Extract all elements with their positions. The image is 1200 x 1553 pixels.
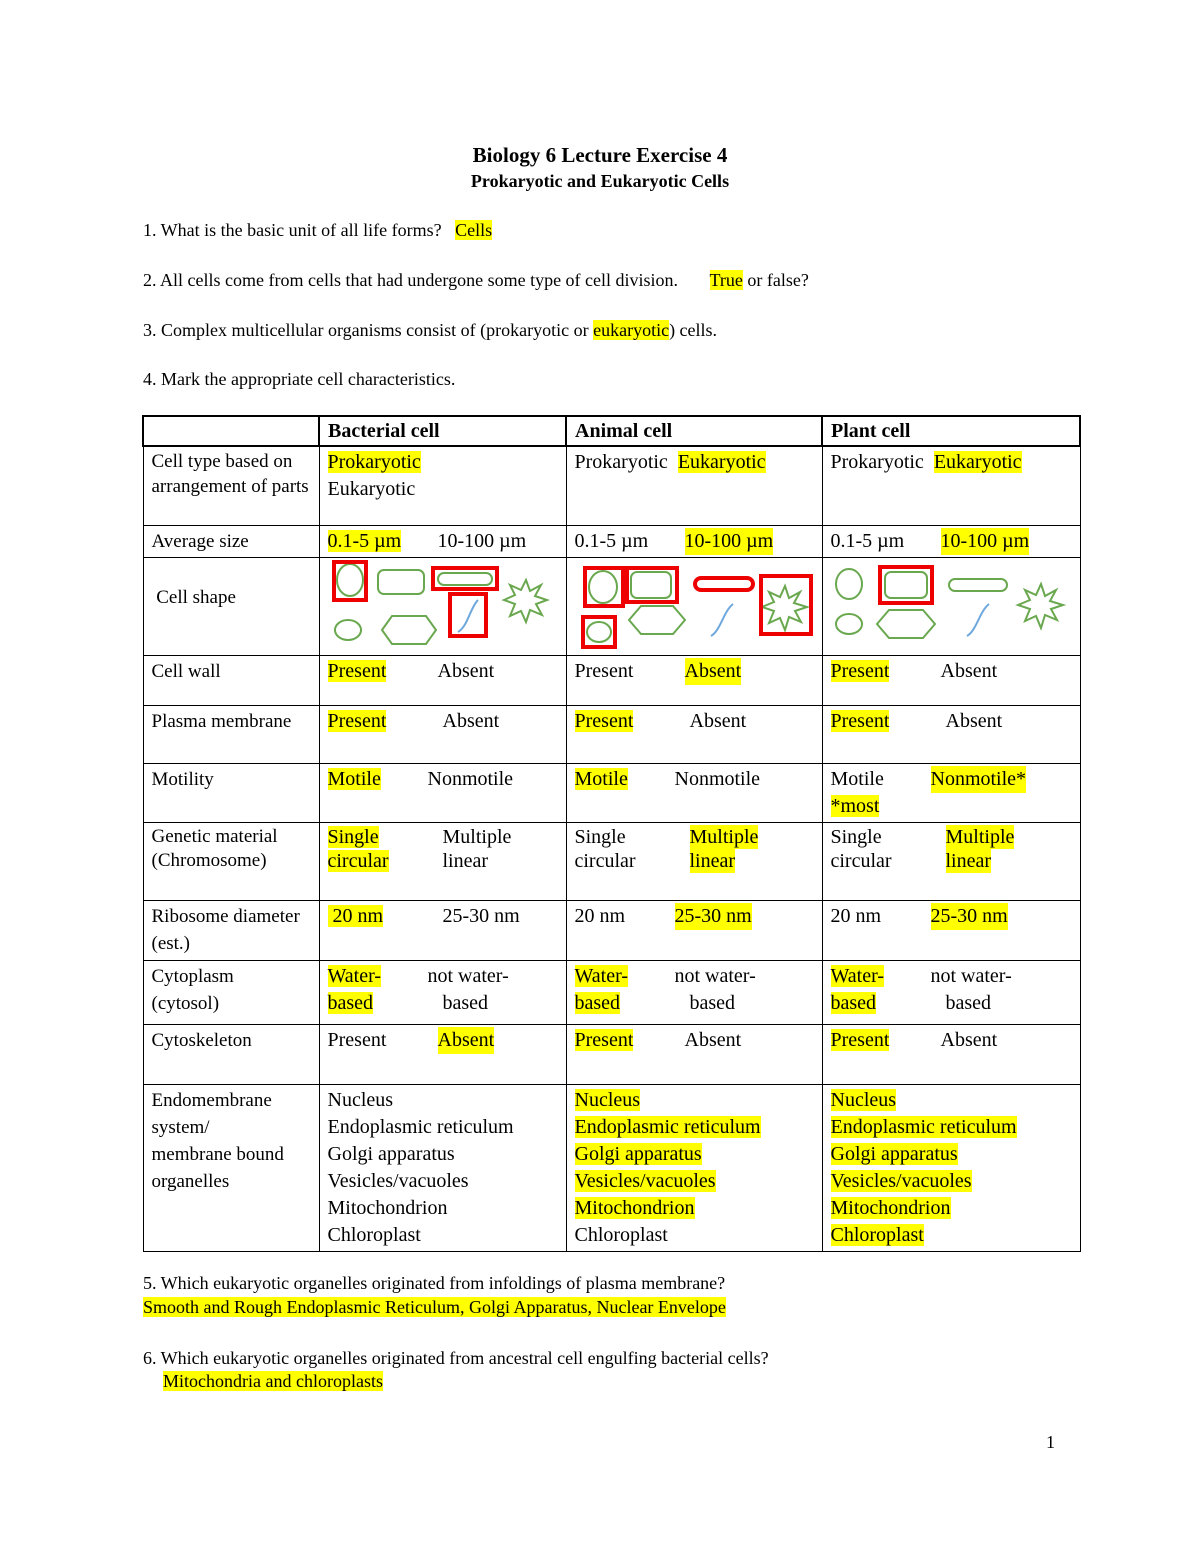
header-animal: Animal cell xyxy=(566,416,822,446)
table-cell: Motile Nonmotile xyxy=(319,763,566,822)
rod-shape xyxy=(631,572,671,598)
row-label: Plasma membrane xyxy=(143,705,319,763)
table-cell: Present Absent xyxy=(822,1024,1080,1084)
table-cell: Single Multiple circular linear xyxy=(822,822,1080,900)
bacillus-shape xyxy=(438,573,492,585)
coccus-shape xyxy=(337,564,363,596)
answer-6: Mitochondria and chloroplasts xyxy=(163,1371,383,1391)
table-cell: Water- not water- based based xyxy=(822,960,1080,1024)
question-4: 4. Mark the appropriate cell characteristics. xyxy=(143,369,456,389)
table-cell: Nucleus Endoplasmic reticulum Golgi apparatus Vesicles/vacuoles Mitochondrion Chloroplast xyxy=(822,1084,1080,1251)
selection-box xyxy=(695,578,753,590)
question-2: 2. All cells come from cells that had undergone some type of cell division. True or false? xyxy=(143,270,809,290)
cell-shapes-animal xyxy=(566,557,822,655)
question-3: 3. Complex multicellular organisms consist of (prokaryotic or eukaryotic) cells. xyxy=(143,320,718,340)
rod-shape xyxy=(885,572,927,598)
oval-shape xyxy=(587,622,611,642)
star-shape xyxy=(504,580,547,622)
page-title: Biology 6 Lecture Exercise 4 xyxy=(472,143,728,167)
table-cell: 20 nm 25-30 nm xyxy=(566,900,822,960)
spirillum-shape xyxy=(458,600,478,632)
table-row-size xyxy=(143,525,1080,557)
table-cell: Nucleus Endoplasmic reticulum Golgi apparatus Vesicles/vacuoles Mitochondrion Chloroplast xyxy=(566,1084,822,1251)
answer-5: Smooth and Rough Endoplasmic Reticulum, Golgi Apparatus, Nuclear Envelope xyxy=(143,1297,726,1317)
row-label: Cytoplasm (cytosol) xyxy=(143,960,319,1024)
table-cell: Present Absent xyxy=(822,655,1080,705)
row-label: Cytoskeleton xyxy=(143,1024,319,1084)
table-row-motility xyxy=(143,763,1080,822)
table-cell: 0.1-5 µm 10-100 µm xyxy=(822,525,1080,557)
cell-shapes-bacterial-svg xyxy=(320,558,565,654)
table-cell: Present Absent xyxy=(566,705,822,763)
table-cell: Nucleus Endoplasmic reticulum Golgi apparatus Vesicles/vacuoles Mitochondrion Chloroplast xyxy=(319,1084,566,1251)
table-cell: Present Absent xyxy=(319,705,566,763)
cell-shapes-animal-svg xyxy=(567,558,821,654)
table-row-membrane xyxy=(143,705,1080,763)
question-1: 1. What is the basic unit of all life forms? Cells xyxy=(143,220,493,240)
row-label: Genetic material (Chromosome) xyxy=(143,822,319,900)
selection-box xyxy=(334,562,366,600)
spirillum-shape xyxy=(967,604,989,636)
table-cell: 0.1-5 µm 10-100 µm xyxy=(566,525,822,557)
cell-shapes-plant xyxy=(822,557,1080,655)
hexagon-shape xyxy=(877,610,935,638)
table-header-row xyxy=(143,416,1080,446)
table-row-ribosome xyxy=(143,900,1080,960)
bacillus-shape xyxy=(949,579,1007,591)
table-cell: 20 nm 25-30 nm xyxy=(319,900,566,960)
cell-shapes-plant-svg xyxy=(823,558,1079,654)
table-row-shape xyxy=(143,557,1080,655)
table-cell: Motile Nonmotile* *most xyxy=(822,763,1080,822)
table-cell: Present Absent xyxy=(822,705,1080,763)
table-cell: Present Absent xyxy=(566,1024,822,1084)
table-cell: Single Multiple circular linear xyxy=(319,822,566,900)
cell-shapes-bacterial xyxy=(319,557,566,655)
table-cell: Motile Nonmotile xyxy=(566,763,822,822)
row-label: Motility xyxy=(143,763,319,822)
table-cell: Present Absent xyxy=(319,655,566,705)
row-label: Average size xyxy=(143,525,319,557)
table-cell: Prokaryotic Eukaryotic xyxy=(566,446,822,525)
table-row-cytoskeleton xyxy=(143,1024,1080,1084)
question-5: 5. Which eukaryotic organelles originated from infoldings of plasma membrane? xyxy=(143,1273,726,1293)
answer-1: Cells xyxy=(455,220,493,240)
table-row-wall xyxy=(143,655,1080,705)
row-label: Cell shape xyxy=(143,557,319,655)
coccus-shape xyxy=(836,569,862,599)
table-row-celltype xyxy=(143,446,1080,525)
table-cell: Prokaryotic Eukaryotic xyxy=(319,446,566,525)
question-6: 6. Which eukaryotic organelles originated from ancestral cell engulfing bacterial cells? xyxy=(143,1348,769,1368)
oval-shape xyxy=(836,614,862,634)
coccus-shape xyxy=(589,571,617,603)
table-cell: 0.1-5 µm 10-100 µm xyxy=(319,525,566,557)
oval-shape xyxy=(335,620,361,640)
table-row-genetic xyxy=(143,822,1080,900)
table-cell: 20 nm 25-30 nm xyxy=(822,900,1080,960)
table-cell: Water- not water- based based xyxy=(319,960,566,1024)
page-subtitle: Prokaryotic and Eukaryotic Cells xyxy=(470,171,730,191)
star-shape xyxy=(762,586,807,630)
spirillum-shape xyxy=(711,604,733,636)
header-plant: Plant cell xyxy=(822,416,1080,446)
row-label: Ribosome diameter (est.) xyxy=(143,900,319,960)
table-cell: Water- not water- based based xyxy=(566,960,822,1024)
cell-characteristics-table xyxy=(142,415,1081,1252)
table-cell: Single Multiple circular linear xyxy=(566,822,822,900)
answer-3: eukaryotic xyxy=(593,320,670,340)
row-label: Cell type based on arrangement of parts xyxy=(143,446,319,525)
table-row-endomembrane xyxy=(143,1084,1080,1251)
hexagon-shape xyxy=(382,616,436,644)
row-label: Cell wall xyxy=(143,655,319,705)
header-empty xyxy=(143,416,319,446)
table-cell: Present Absent xyxy=(566,655,822,705)
table-cell: Prokaryotic Eukaryotic xyxy=(822,446,1080,525)
page-number: 1 xyxy=(1046,1432,1055,1452)
rod-shape xyxy=(378,570,424,594)
row-label: Endomembrane system/ membrane bound organelles xyxy=(143,1084,319,1251)
hexagon-shape xyxy=(629,606,685,634)
table-row-cytoplasm xyxy=(143,960,1080,1024)
selection-box xyxy=(450,594,486,636)
table-cell: Present Absent xyxy=(319,1024,566,1084)
star-shape xyxy=(1018,584,1063,628)
header-bacterial: Bacterial cell xyxy=(319,416,566,446)
answer-2: True xyxy=(709,270,743,290)
